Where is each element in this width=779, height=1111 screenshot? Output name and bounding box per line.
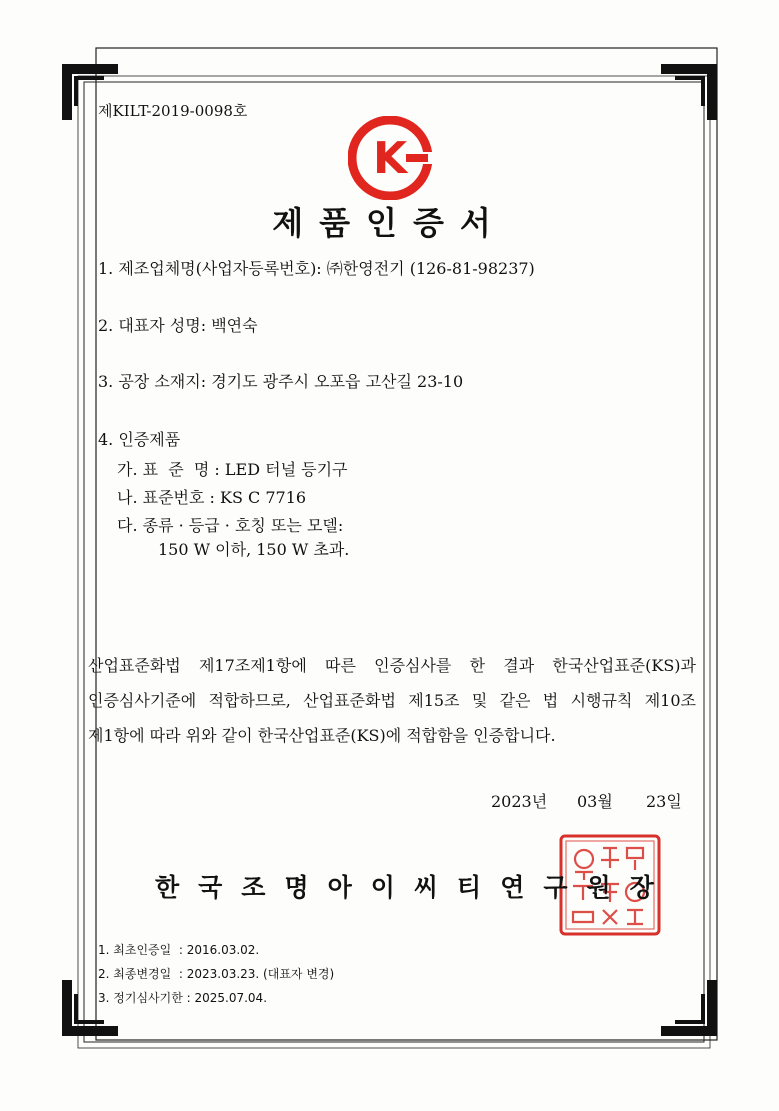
note-last-modification: 2. 최종변경일 : 2023.03.23. (대표자 변경) [98,967,335,981]
certificate-number: 제KILT-2019-0098호 [98,102,248,120]
svg-text:K: K [372,133,408,184]
issuing-authority: 한국조명아이씨티연구원장 [155,873,673,902]
certification-statement [88,648,696,753]
field-value: ㈜한영전기 (126-81-98237) [326,259,535,278]
certificate-notes [98,938,334,1010]
issue-date-month: 03월 [577,792,613,811]
field-label: 4. 인증제품 [98,430,181,449]
product-types-value: 150 W 이하, 150 W 초과. [158,540,350,559]
note-first-certification: 1. 최초인증일 : 2016.03.02. [98,943,260,957]
product-standard-name [117,457,348,480]
field-manufacturer [98,256,535,279]
std-name-value: LED 터널 등기구 [224,460,348,479]
field-factory-address [98,369,463,392]
issue-date-year: 2023년 [491,792,548,811]
std-name-label: 가. 표 준 명 : [117,460,220,479]
ks-mark-logo-icon [348,116,432,200]
field-label: 3. 공장 소재지: [98,372,207,391]
field-representative [98,313,258,336]
field-value: 경기도 광주시 오포읍 고산길 23-10 [211,372,464,391]
field-certified-product [98,427,180,450]
field-label: 1. 제조업체명(사업자등록번호): [98,259,322,278]
statement-line: 인증심사기준에 적합하므로, 산업표준화법 제15조 및 같은 법 시행규칙 제10조 [88,691,696,710]
product-standard-number [117,485,306,508]
field-label: 2. 대표자 성명: [98,316,207,335]
field-value: 백연숙 [211,316,258,335]
statement-line: 산업표준화법 제17조제1항에 따른 인증심사를 한 결과 한국산업표준(KS)과 [88,656,696,675]
issue-date-day: 23일 [646,792,682,811]
note-periodic-audit-deadline: 3. 정기심사기한 : 2025.07.04. [98,991,268,1005]
statement-line: 제1항에 따라 위와 같이 한국산업표준(KS)에 적합함을 인증합니다. [88,726,556,745]
product-types-label: 다. 종류 · 등급 · 호칭 또는 모델: [117,516,344,535]
std-no-label: 나. 표준번호 : [117,488,215,507]
document-title: 제품인증서 [272,204,507,242]
std-no-value: KS C 7716 [220,488,307,507]
